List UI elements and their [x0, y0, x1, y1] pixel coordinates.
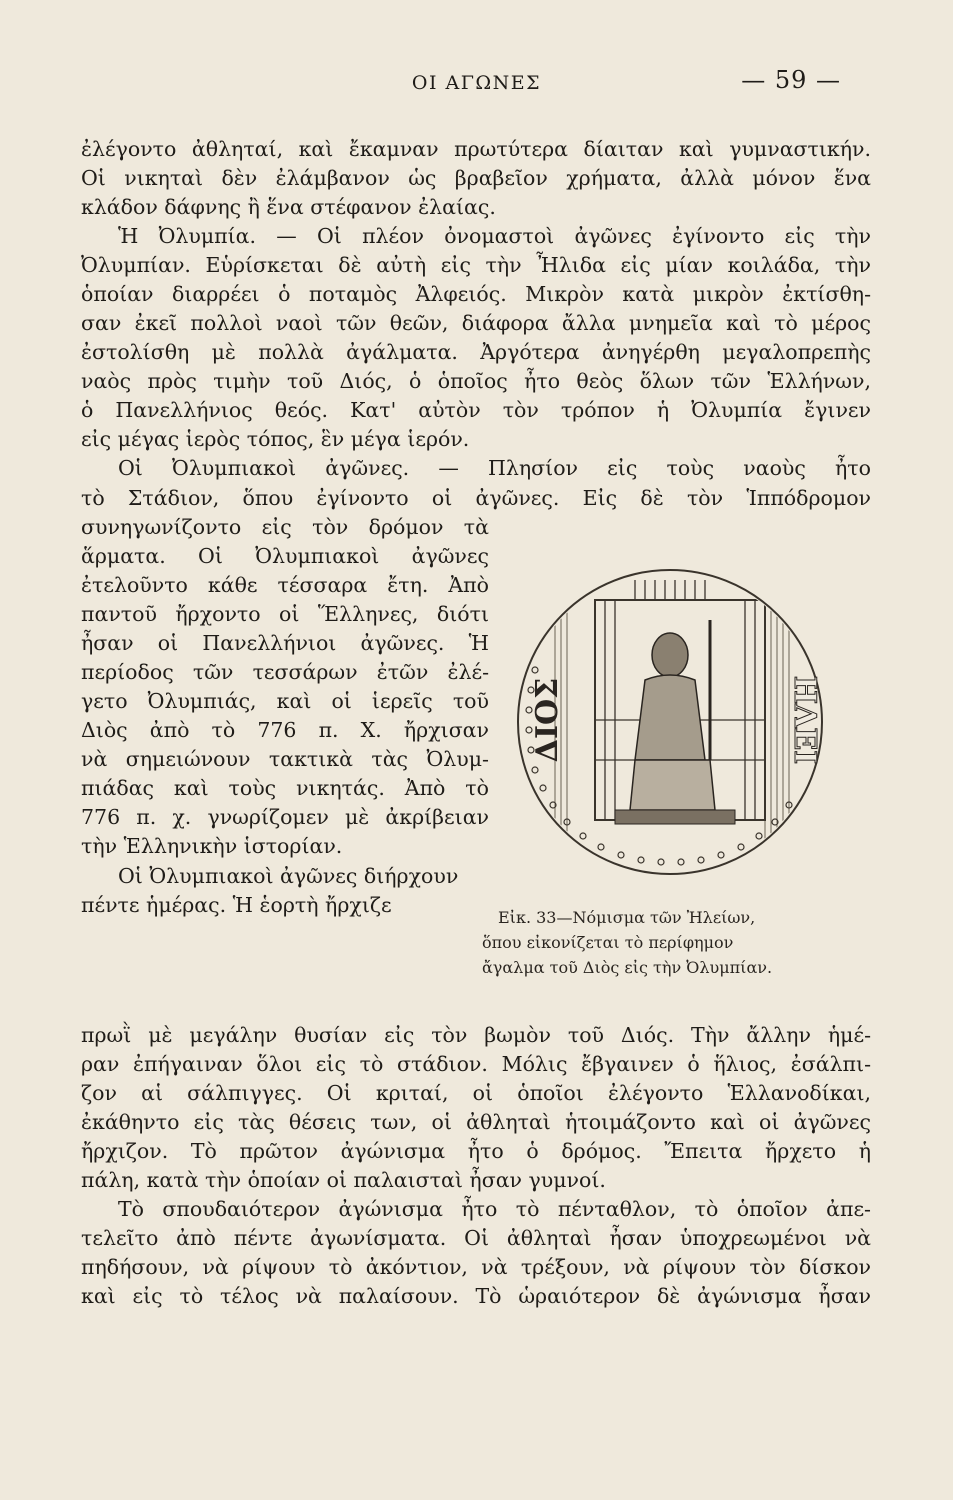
- text-line: πέντε ἡμέρας. Ἡ ἑορτὴ ἤρχιζε: [81, 893, 392, 917]
- text-line: τὴν Ἑλληνικὴν ἱστορίαν.: [81, 834, 343, 858]
- coin-legend-right: ΗΛΕΙ: [787, 675, 822, 765]
- text-line: Διὸς ἀπὸ τὸ 776 π. Χ. ἤρχισαν: [81, 718, 489, 742]
- coin-legend-left: ΔΙΟΣ: [530, 677, 565, 763]
- text-line: Τὸ σπουδαιότερον ἀγώνισμα ἦτο τὸ πένταθλον, τὸ ὁποῖον ἀπε-: [118, 1197, 871, 1221]
- figure-caption-line: ἄγαλμα τοῦ Διὸς εἰς τὴν Ὀλυμπίαν.: [482, 958, 773, 977]
- running-header-title: ΟΙ ΑΓΩΝΕΣ: [411, 72, 542, 94]
- text-line: νὰ σημειώνουν τακτικὰ τὰς Ὀλυμ-: [81, 747, 489, 771]
- figure-caption-line: Εἰκ. 33—Νόμισμα τῶν Ἠλείων,: [498, 908, 756, 927]
- text-line: ἤρχιζον. Τὸ πρῶτον ἀγώνισμα ἦτο ὁ δρόμος. Ἔπειτα ἤρχετο ἡ: [81, 1139, 871, 1163]
- text-line: πρωῒ μὲ μεγάλην θυσίαν εἰς τὸν βωμὸν τοῦ Διός. Τὴν ἄλλην ἡμέ-: [81, 1023, 871, 1047]
- text-line: συνηγωνίζοντο εἰς τὸν δρόμον τὰ: [81, 515, 489, 539]
- text-line: ραν ἐπήγαιναν ὅλοι εἰς τὸ στάδιον. Μόλις ἔβγαινεν ὁ ἥλιος, ἐσάλπι-: [81, 1052, 871, 1076]
- section-heading-olympia: Ἡ Ὀλυμπία. — Οἱ πλέον ὀνομαστοὶ ἀγῶνες ἐγίνοντο εἰς τὴν: [118, 224, 871, 248]
- figure-caption-line: ὅπου εἰκονίζεται τὸ περίφημον: [482, 933, 734, 952]
- text-line: Ὀλυμπίαν. Εὑρίσκεται δὲ αὐτὴ εἰς τὴν Ἦλιδα εἰς μίαν κοιλάδα, τὴν: [81, 253, 871, 277]
- text-line: τελεῖτο ἀπὸ πέντε ἀγωνίσματα. Οἱ ἀθληταὶ ἦσαν ὑποχρεωμένοι νὰ: [81, 1226, 871, 1250]
- text-line: 776 π. χ. γνωρίζομεν μὲ ἀκρίβειαν: [81, 805, 489, 829]
- text-line: πηδήσουν, νὰ ρίψουν τὸ ἀκόντιον, νὰ τρέξουν, νὰ ρίψουν τὸν δίσκον: [81, 1255, 871, 1279]
- text-line: σαν ἐκεῖ πολλοὶ ναοὶ τῶν θεῶν, διάφορα ἄλλα μνημεῖα καὶ τὸ μέρος: [81, 311, 871, 335]
- text-line: ἐκάθηντο εἰς τὰς θέσεις των, οἱ ἀθληταὶ ἡτοιμάζοντο καὶ οἱ ἀγῶνες: [81, 1110, 871, 1134]
- text-line: περίοδος τῶν τεσσάρων ἐτῶν ἐλέ-: [81, 660, 489, 684]
- section-heading-olympic-games: Οἱ Ὀλυμπιακοὶ ἀγῶνες. — Πλησίον εἰς τοὺς ναοὺς ἦτο: [118, 456, 871, 480]
- text-line: Οἱ Ὀλυμπιακοὶ ἀγῶνες διήρχουν: [118, 864, 459, 888]
- text-line: ὁποίαν διαρρέει ὁ ποταμὸς Ἀλφειός. Μικρὸν κατὰ μικρὸν ἐκτίσθη-: [81, 282, 871, 306]
- text-line: πάλη, κατὰ τὴν ὁποίαν οἱ παλαισταὶ ἦσαν γυμνοί.: [81, 1168, 606, 1192]
- text-line: τὸ Στάδιον, ὅπου ἐγίνοντο οἱ ἀγῶνες. Εἰς δὲ τὸν Ἱππόδρομον: [81, 486, 871, 510]
- text-line: ζον αἱ σάλπιγγες. Οἱ κριταί, οἱ ὁποῖοι ἐλέγοντο Ἑλλανοδίκαι,: [81, 1081, 871, 1105]
- page-number: — 59 —: [741, 66, 841, 94]
- text-line: πιάδας καὶ τοὺς νικητάς. Ἀπὸ τὸ: [81, 776, 489, 800]
- text-line: ἐστολίσθη μὲ πολλὰ ἀγάλματα. Ἀργότερα ἀνηγέρθη μεγαλοπρεπὴς: [81, 340, 871, 364]
- text-line: ἦσαν οἱ Πανελλήνιοι ἀγῶνες. Ἡ: [81, 631, 489, 655]
- text-line: παντοῦ ἤρχοντο οἱ Ἕλληνες, διότι: [81, 602, 489, 626]
- text-line: εἰς μέγας ἱερὸς τόπος, ἓν μέγα ἱερόν.: [81, 427, 470, 451]
- text-line: ὁ Πανελλήνιος θεός. Κατ' αὐτὸν τὸν τρόπον ἡ Ὀλυμπία ἔγινεν: [81, 398, 871, 422]
- text-line: γετο Ὀλυμπιάς, καὶ οἱ ἱερεῖς τοῦ: [81, 689, 489, 713]
- text-line: κλάδον δάφνης ἢ ἕνα στέφανον ἐλαίας.: [81, 195, 496, 219]
- text-line: ἐτελοῦντο κάθε τέσσαρα ἔτη. Ἀπὸ: [81, 573, 489, 597]
- text-line: καὶ εἰς τὸ τέλος νὰ παλαίσουν. Τὸ ὡραιότερον δὲ ἀγώνισμα ἦσαν: [81, 1284, 871, 1308]
- coin-illustration: [495, 560, 865, 895]
- text-line: ναὸς πρὸς τιμὴν τοῦ Διός, ὁ ὁποῖος ἦτο θεὸς ὅλων τῶν Ἑλλήνων,: [81, 369, 871, 393]
- text-line: ἐλέγοντο ἀθληταί, καὶ ἔκαμναν πρωτύτερα δίαιταν καὶ γυμναστικήν.: [81, 137, 871, 161]
- text-line: ἅρματα. Οἱ Ὀλυμπιακοὶ ἀγῶνες: [81, 544, 489, 568]
- text-line: Οἱ νικηταὶ δὲν ἐλάμβανον ὡς βραβεῖον χρήματα, ἀλλὰ μόνον ἕνα: [81, 166, 871, 190]
